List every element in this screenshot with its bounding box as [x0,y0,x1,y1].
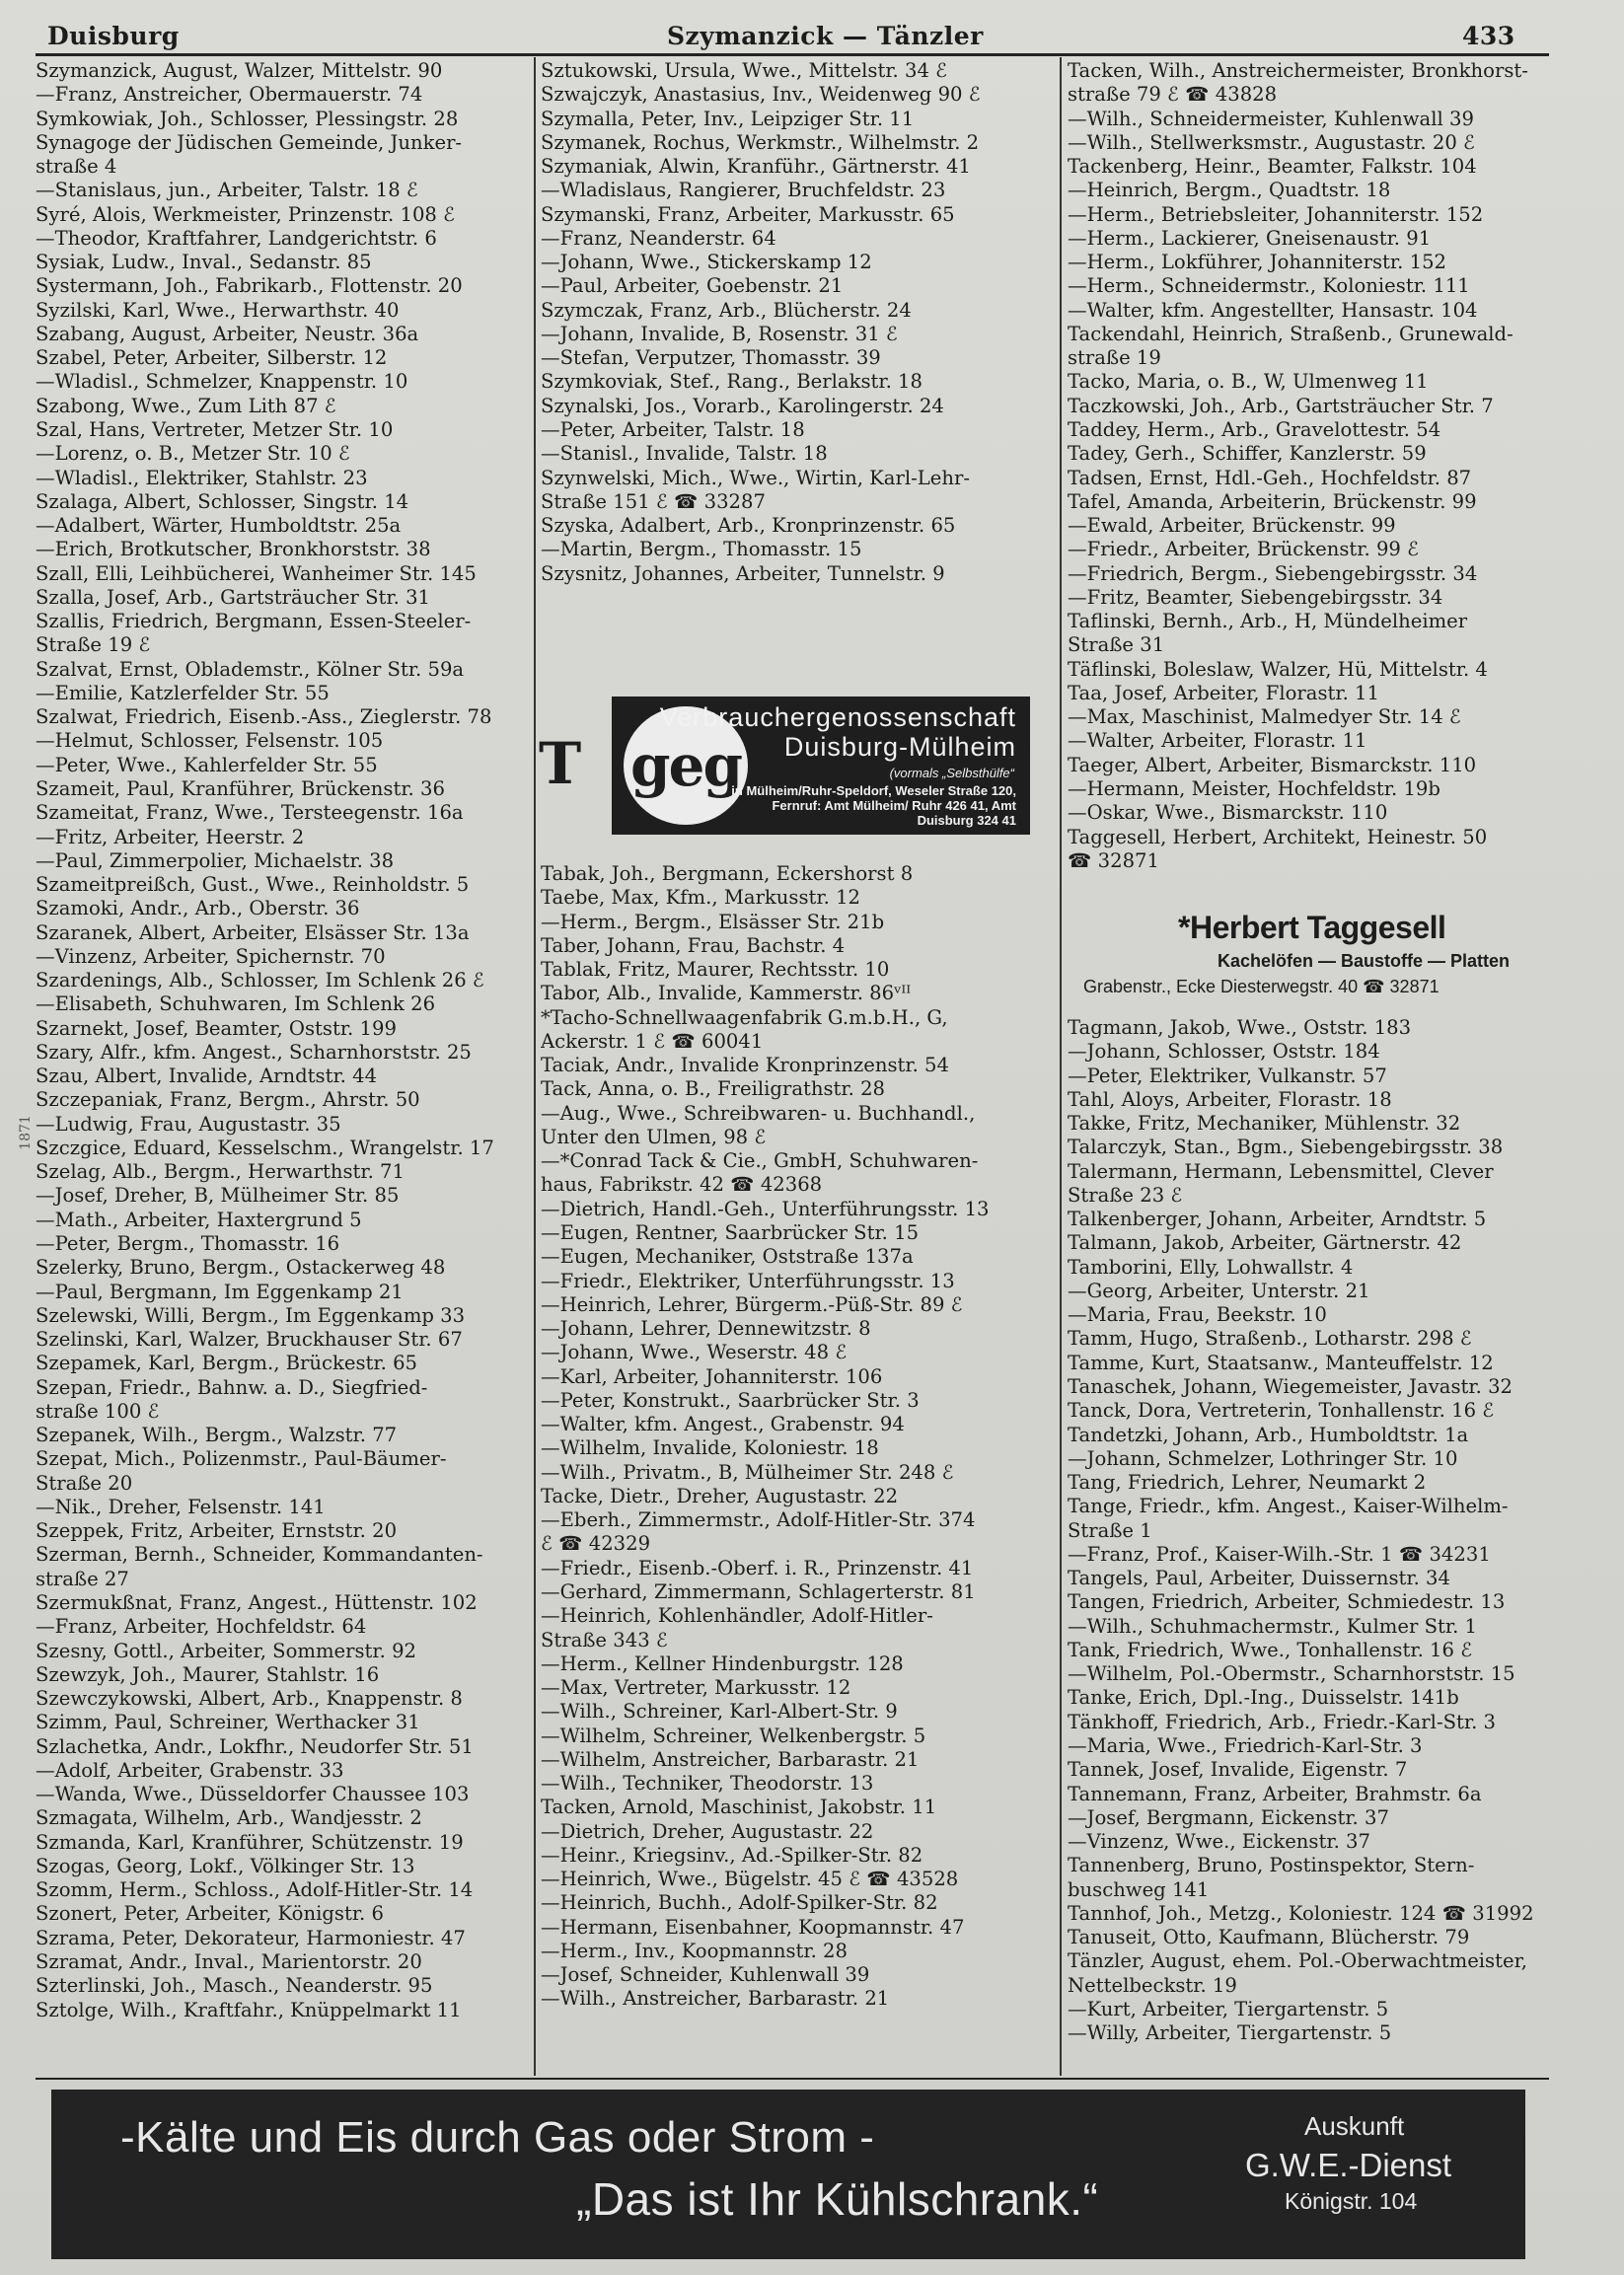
directory-entry: Tadsen, Ernst, Hdl.-Geh., Hochfeldstr. 87 [1068,466,1472,489]
directory-entry: —Fritz, Arbeiter, Heerstr. 2 [36,825,305,848]
banner-service-address: Königstr. 104 [1285,2188,1418,2214]
directory-entry: Tänkhoff, Friedrich, Arb., Friedr.-Karl-Str. 3 [1068,1710,1496,1733]
directory-entry: Tafel, Amanda, Arbeiterin, Brückenstr. 99 [1068,489,1477,513]
directory-entry: ℰ ☎ 42329 [541,1532,651,1556]
directory-entry: Unter den Ulmen, 98 ℰ [541,1125,767,1148]
header-range: Szymanzick — Tänzler [667,22,984,50]
directory-entry: Tacken, Wilh., Anstreichermeister, Bronkhorst- [1068,59,1528,82]
directory-entry: —Josef, Schneider, Kuhlenwall 39 [541,1963,870,1987]
directory-entry: Szameit, Paul, Kranführer, Brückenstr. 36 [36,776,445,800]
directory-entry: Szewzyk, Joh., Maurer, Stahlstr. 16 [36,1662,380,1686]
directory-entry: —Peter, Arbeiter, Talstr. 18 [541,417,805,441]
directory-entry: —Aug., Wwe., Schreibwaren- u. Buchhandl., [541,1101,976,1125]
geg-logo: geg [624,706,748,825]
directory-entry: —Heinr., Kriegsinv., Ad.-Spilker-Str. 82 [541,1843,923,1867]
gas-advertisement-banner [51,2090,1525,2259]
directory-entry: —Dietrich, Dreher, Augustastr. 22 [541,1819,874,1843]
directory-entry: Taggesell, Herbert, Architekt, Heinestr. 50 [1068,825,1488,848]
directory-entry: Tablak, Fritz, Maurer, Rechtsstr. 10 [541,958,890,982]
directory-entry: Sysiak, Ludw., Inval., Sedanstr. 85 [36,251,372,274]
directory-entry: Szepanek, Wilh., Bergm., Walzstr. 77 [36,1424,398,1447]
directory-entry: Taddey, Herm., Arb., Gravelottestr. 54 [1068,417,1441,441]
directory-entry: Szelag, Alb., Bergm., Herwarthstr. 71 [36,1160,405,1184]
directory-entry: —Eugen, Mechaniker, Oststraße 137a [541,1245,914,1269]
directory-entry: Tacke, Dietr., Dreher, Augustastr. 22 [541,1484,899,1507]
directory-entry: Talarczyk, Stan., Bgm., Siebengebirgsstr. 38 [1068,1136,1504,1159]
directory-entry: —Peter, Bergm., Thomasstr. 16 [36,1232,340,1256]
directory-entry: Straße 151 ℰ ☎ 33287 [541,489,766,513]
directory-entry: Szaranek, Albert, Arbeiter, Elsässer Str. 13a [36,920,470,944]
directory-entry: —Peter, Wwe., Kahlerfelder Str. 55 [36,753,378,776]
directory-entry: —Heinrich, Bergm., Quadtstr. 18 [1068,179,1391,202]
directory-entry: Szrama, Peter, Dekorateur, Harmoniestr. 47 [36,1926,466,1949]
directory-entry: —Friedr., Eisenb.-Oberf. i. R., Prinzenstr. 41 [541,1556,974,1579]
directory-entry: —Heinrich, Kohlenhändler, Adolf-Hitler- [541,1604,933,1628]
directory-entry: Szameitpreißch, Gust., Wwe., Reinholdstr. 5 [36,873,470,897]
directory-entry: —Wladisl., Elektriker, Stahlstr. 23 [36,466,368,489]
directory-entry: —Heinrich, Lehrer, Bürgerm.-Püß-Str. 89 ℰ [541,1292,963,1316]
column-3-bottom [1068,1016,1551,2045]
directory-entry: Szalla, Josef, Arb., Gartsträucher Str. 31 [36,585,431,609]
directory-entry: Szysnitz, Johannes, Arbeiter, Tunnelstr. 9 [541,561,945,585]
directory-entry: buschweg 141 [1068,1877,1210,1901]
directory-entry: Szynwelski, Mich., Wwe., Wirtin, Karl-Lehr- [541,466,970,489]
directory-entry: straße 100 ℰ [36,1399,160,1423]
directory-entry: Straße 19 ℰ [36,633,151,657]
directory-entry: Szamoki, Andr., Arb., Oberstr. 36 [36,897,360,920]
directory-entry: —Josef, Dreher, B, Mülheimer Str. 85 [36,1184,400,1208]
directory-entry: Szmanda, Karl, Kranführer, Schützenstr. 19 [36,1830,464,1854]
banner-service-name: G.W.E.-Dienst [1245,2147,1452,2183]
directory-entry: Szepan, Friedr., Bahnw. a. D., Siegfried- [36,1375,428,1399]
directory-entry: Tannemann, Franz, Arbeiter, Brahmstr. 6a [1068,1782,1482,1805]
taggesell-address: Grabenstr., Ecke Diesterwegstr. 40 ☎ 32871 [1083,977,1439,996]
directory-entry: Szewczykowski, Albert, Arb., Knappenstr. 8 [36,1687,463,1711]
banner-line-1: -Kälte und Eis durch Gas oder Strom - [120,2113,875,2162]
directory-entry: —Wilh., Stellwerksmstr., Augustastr. 20 ℰ [1068,130,1475,154]
directory-entry: Tandetzki, Johann, Arb., Humboldtstr. 1a [1068,1423,1469,1446]
directory-entry: —Martin, Bergm., Thomasstr. 15 [541,538,862,561]
header-city: Duisburg [47,22,180,50]
column-1 [36,59,529,2074]
coop-city: Duisburg-Mülheim [783,732,1016,762]
directory-entry: —Eugen, Rentner, Saarbrücker Str. 15 [541,1220,920,1244]
directory-entry: Szymkoviak, Stef., Rang., Berlakstr. 18 [541,370,923,394]
directory-entry: Tamm, Hugo, Straßenb., Lotharstr. 298 ℰ [1068,1327,1472,1351]
directory-entry: —Franz, Neanderstr. 64 [541,226,776,250]
directory-entry: —Franz, Prof., Kaiser-Wilh.-Str. 1 ☎ 34231 [1068,1542,1491,1566]
coop-address: in Mülheim/Ruhr-Speldorf, Weseler Straße 120, Fernruf: Amt Mülheim/ Ruhr 426 41, Amt Duisburg 324 41 [731,783,1016,828]
directory-entry: —Wilh., Techniker, Theodorstr. 13 [541,1772,874,1796]
directory-entry: Nettelbeckstr. 19 [1068,1973,1237,1997]
directory-entry: —Ewald, Arbeiter, Brückenstr. 99 [1068,514,1396,538]
directory-entry: —Johann, Lehrer, Dennewitzstr. 8 [541,1317,871,1341]
directory-entry: —Johann, Schlosser, Oststr. 184 [1068,1040,1380,1064]
directory-entry: Tänzler, August, ehem. Pol.-Oberwachtmeister, [1068,1949,1528,1973]
directory-entry: Szczepaniak, Franz, Bergm., Ahrstr. 50 [36,1088,420,1112]
directory-entry: Taebe, Max, Kfm., Markusstr. 12 [541,886,861,910]
directory-entry: Szepat, Mich., Polizenmstr., Paul-Bäumer- [36,1447,447,1471]
column-3 [1068,59,1551,2074]
directory-entry: Szymalla, Peter, Inv., Leipziger Str. 11 [541,107,915,130]
directory-entry: —Vinzenz, Wwe., Eickenstr. 37 [1068,1830,1370,1854]
taggesell-name: *Herbert Taggesell [1178,910,1446,945]
directory-entry: —Fritz, Beamter, Siebengebirgsstr. 34 [1068,585,1443,609]
directory-entry: Tanuseit, Otto, Kaufmann, Blücherstr. 79 [1068,1926,1470,1949]
directory-entry: —Herm., Betriebsleiter, Johanniterstr. 152 [1068,202,1484,226]
directory-entry: haus, Fabrikstr. 42 ☎ 42368 [541,1173,823,1197]
directory-entry: Tange, Friedr., kfm. Angest., Kaiser-Wilhelm- [1068,1495,1509,1518]
directory-entry: Straße 31 [1068,633,1165,657]
footer-rule [36,2078,1549,2080]
directory-entry: —Elisabeth, Schuhwaren, Im Schlenk 26 [36,992,436,1016]
directory-entry: —Walter, Arbeiter, Florastr. 11 [1068,729,1367,753]
directory-entry: Szabang, August, Arbeiter, Neustr. 36a [36,322,419,345]
directory-entry: Tangen, Friedrich, Arbeiter, Schmiedestr. 13 [1068,1590,1506,1614]
coop-former: (vormals „Selbsthülfe“ [889,766,1014,780]
directory-entry: Szimm, Paul, Schreiner, Werthacker 31 [36,1711,420,1734]
directory-entry: Tanke, Erich, Dpl.-Ing., Duisselstr. 141b [1068,1686,1459,1710]
coop-advertisement [612,697,1030,835]
directory-entry: Tackenberg, Heinr., Beamter, Falkstr. 104 [1068,155,1477,179]
directory-entry: Szymanek, Rochus, Werkmstr., Wilhelmstr. 2 [541,130,980,154]
column-2-top [541,59,1056,586]
directory-entry: —Vinzenz, Arbeiter, Spichernstr. 70 [36,944,386,968]
taggesell-advertisement [1071,900,1555,1018]
directory-entry: —Wladisl., Schmelzer, Knappenstr. 10 [36,370,408,394]
directory-entry: Sztukowski, Ursula, Wwe., Mittelstr. 34 ℰ [541,59,948,82]
directory-entry: Talkenberger, Johann, Arbeiter, Arndtstr. 5 [1068,1208,1487,1231]
directory-entry: —Maria, Frau, Beekstr. 10 [1068,1303,1327,1327]
header-rule [36,53,1549,56]
directory-entry: —Hermann, Eisenbahner, Koopmannstr. 47 [541,1915,965,1939]
directory-entry: Taber, Johann, Frau, Bachstr. 4 [541,933,846,957]
directory-entry: Szymczak, Franz, Arb., Blücherstr. 24 [541,298,912,322]
directory-entry: —Friedr., Arbeiter, Brückenstr. 99 ℰ [1068,538,1419,561]
directory-entry: Szterlinski, Joh., Masch., Neanderstr. 95 [36,1974,433,1998]
directory-entry: —Stefan, Verputzer, Thomasstr. 39 [541,346,881,370]
directory-entry: —Wilh., Anstreicher, Barbarastr. 21 [541,1987,890,2011]
directory-entry: —Franz, Anstreicher, Obermauerstr. 74 [36,83,423,107]
directory-entry: *Tacho-Schnellwaagenfabrik G.m.b.H., G, [541,1005,948,1029]
directory-entry: ☎ 32871 [1068,848,1159,872]
directory-entry: —Heinrich, Wwe., Bügelstr. 45 ℰ ☎ 43528 [541,1868,959,1891]
directory-entry: Szallis, Friedrich, Bergmann, Essen-Steeler- [36,610,472,633]
directory-entry: Szalaga, Albert, Schlosser, Singstr. 14 [36,489,409,513]
section-letter: T [539,730,582,797]
directory-entry: —Josef, Bergmann, Eickenstr. 37 [1068,1805,1389,1829]
directory-entry: Tangels, Paul, Arbeiter, Duissernstr. 34 [1068,1567,1450,1590]
directory-entry: Szerman, Bernh., Schneider, Kommandanten- [36,1543,483,1567]
directory-entry: Szmagata, Wilhelm, Arb., Wandjesstr. 2 [36,1806,422,1830]
directory-entry: Tacken, Arnold, Maschinist, Jakobstr. 11 [541,1796,937,1819]
directory-entry: —Wanda, Wwe., Düsseldorfer Chaussee 103 [36,1783,470,1806]
directory-entry: Szabong, Wwe., Zum Lith 87 ℰ [36,394,336,417]
directory-entry: —Dietrich, Handl.-Geh., Unterführungsstr. 13 [541,1197,990,1220]
column-3-top [1068,59,1551,873]
directory-entry: —Herm., Lokführer, Johanniterstr. 152 [1068,251,1446,274]
directory-entry: —Emilie, Katzlerfelder Str. 55 [36,681,330,704]
directory-entry: —Wilh., Schneidermeister, Kuhlenwall 39 [1068,107,1474,130]
directory-entry: —Georg, Arbeiter, Unterstr. 21 [1068,1279,1370,1302]
directory-entry: —Herm., Schneidermstr., Koloniestr. 111 [1068,274,1470,298]
directory-entry: —Ludwig, Frau, Augustastr. 35 [36,1112,341,1136]
directory-entry: Taczkowski, Joh., Arb., Gartsträucher Str. 7 [1068,394,1494,417]
directory-entry: Szabel, Peter, Arbeiter, Silberstr. 12 [36,346,388,370]
directory-entry: Tadey, Gerh., Schiffer, Kanzlerstr. 59 [1068,442,1427,466]
directory-entry: Talmann, Jakob, Arbeiter, Gärtnerstr. 42 [1068,1231,1462,1255]
directory-entry: Tamborini, Elly, Lohwallstr. 4 [1068,1255,1354,1279]
directory-entry: —Walter, kfm. Angestellter, Hansastr. 104 [1068,298,1478,322]
directory-entry: Szelewski, Willi, Bergm., Im Eggenkamp 33 [36,1303,466,1327]
directory-entry: —Hermann, Meister, Hochfeldstr. 19b [1068,776,1440,800]
directory-entry: Tahl, Aloys, Arbeiter, Florastr. 18 [1068,1087,1392,1111]
directory-entry: Takke, Fritz, Mechaniker, Mühlenstr. 32 [1068,1112,1461,1136]
directory-entry: —Karl, Arbeiter, Johanniterstr. 106 [541,1364,883,1388]
directory-entry: —Friedr., Elektriker, Unterführungsstr. 13 [541,1269,955,1292]
directory-entry: Synagoge der Jüdischen Gemeinde, Junker- [36,130,463,154]
directory-entry: Tackendahl, Heinrich, Straßenb., Grunewald- [1068,322,1513,345]
directory-entry: Szameitat, Franz, Wwe., Tersteegenstr. 16a [36,801,464,825]
directory-entry: —Johann, Wwe., Stickerskamp 12 [541,251,872,274]
directory-entry: Tank, Friedrich, Wwe., Tonhallenstr. 16 ℰ [1068,1638,1473,1661]
directory-entry: —Paul, Bergmann, Im Eggenkamp 21 [36,1280,404,1303]
banner-info-label: Auskunft [1304,2111,1405,2141]
directory-entry: —Max, Maschinist, Malmedyer Str. 14 ℰ [1068,705,1461,729]
directory-entry: Szogas, Georg, Lokf., Völkinger Str. 13 [36,1854,415,1877]
directory-entry: —Erich, Brotkutscher, Bronkhorststr. 38 [36,538,431,561]
directory-entry: —Johann, Wwe., Weserstr. 48 ℰ [541,1341,848,1364]
directory-entry: —Walter, kfm. Angest., Grabenstr. 94 [541,1413,905,1436]
directory-entry: Szymanzick, August, Walzer, Mittelstr. 90 [36,59,443,82]
directory-entry: —Paul, Arbeiter, Goebenstr. 21 [541,274,844,298]
directory-entry: —Wilhelm, Invalide, Koloniestr. 18 [541,1436,879,1460]
directory-entry: Szonert, Peter, Arbeiter, Königstr. 6 [36,1902,384,1926]
directory-entry: —Gerhard, Zimmermann, Schlagerterstr. 81 [541,1579,976,1603]
directory-entry: —Herm., Kellner Hindenburgstr. 128 [541,1651,904,1675]
directory-entry: —Heinrich, Buchh., Adolf-Spilker-Str. 82 [541,1891,938,1915]
directory-entry: Szeppek, Fritz, Arbeiter, Ernststr. 20 [36,1519,398,1543]
directory-entry: Szarnekt, Josef, Beamter, Oststr. 199 [36,1016,397,1040]
directory-entry: Szepamek, Karl, Bergm., Brückestr. 65 [36,1352,418,1375]
directory-entry: Szal, Hans, Vertreter, Metzer Str. 10 [36,417,394,441]
directory-entry: Szelinski, Karl, Walzer, Bruckhauser Str. 67 [36,1328,463,1352]
directory-entry: —Wilhelm, Schreiner, Welkenbergstr. 5 [541,1724,926,1747]
directory-entry: Szczgice, Eduard, Kesselschm., Wrangelstr. 17 [36,1136,494,1159]
directory-entry: —Lorenz, o. B., Metzer Str. 10 ℰ [36,442,350,466]
directory-entry: Szalvat, Ernst, Oblademstr., Kölner Str. 59a [36,657,465,681]
directory-entry: —Nik., Dreher, Felsenstr. 141 [36,1495,326,1518]
directory-entry: Symkowiak, Joh., Schlosser, Plessingstr. 28 [36,107,459,130]
directory-entry: Szynalski, Jos., Vorarb., Karolingerstr. 24 [541,394,944,417]
directory-entry: Tanck, Dora, Vertreterin, Tonhallenstr. 16 ℰ [1068,1399,1495,1423]
directory-entry: —Wilh., Privatm., B, Mülheimer Str. 248 ℰ [541,1460,954,1484]
directory-entry: Tanaschek, Johann, Wiegemeister, Javastr. 32 [1068,1374,1513,1398]
directory-entry: —Eberh., Zimmermstr., Adolf-Hitler-Str. 374 [541,1508,976,1532]
directory-entry: Straße 1 [1068,1518,1152,1542]
directory-entry: —Wilhelm, Anstreicher, Barbarastr. 21 [541,1747,920,1771]
directory-entry: —Wilhelm, Pol.-Obermstr., Scharnhorststr. 15 [1068,1662,1515,1686]
directory-entry: —Math., Arbeiter, Haxtergrund 5 [36,1208,362,1231]
directory-entry: Täflinski, Boleslaw, Walzer, Hü, Mittelstr. 4 [1068,657,1488,681]
taggesell-services: Kachelöfen — Baustoffe — Platten [1218,951,1511,971]
directory-entry: —Johann, Schmelzer, Lothringer Str. 10 [1068,1446,1458,1470]
directory-entry: —Franz, Arbeiter, Hochfeldstr. 64 [36,1615,367,1639]
directory-entry: straße 79 ℰ ☎ 43828 [1068,83,1278,107]
directory-entry: Szalwat, Friedrich, Eisenb.-Ass., Zieglerstr. 78 [36,705,492,729]
directory-entry: Szau, Albert, Invalide, Arndtstr. 44 [36,1064,378,1088]
directory-entry: —Stanislaus, jun., Arbeiter, Talstr. 18 ℰ [36,179,418,202]
directory-entry: Tannek, Josef, Invalide, Eigenstr. 7 [1068,1758,1408,1782]
directory-entry: Tabak, Joh., Bergmann, Eckershorst 8 [541,862,914,885]
directory-entry: Taeger, Albert, Arbeiter, Bismarckstr. 110 [1068,753,1477,776]
directory-entry: —*Conrad Tack & Cie., GmbH, Schuhwaren- [541,1149,979,1173]
directory-entry: —Peter, Konstrukt., Saarbrücker Str. 3 [541,1388,920,1412]
directory-entry: Ackerstr. 1 ℰ ☎ 60041 [541,1029,764,1053]
directory-entry: Szramat, Andr., Inval., Marientorstr. 20 [36,1949,422,1973]
directory-entry: Taflinski, Bernh., Arb., H, Mündelheimer [1068,610,1468,633]
directory-entry: Syzilski, Karl, Wwe., Herwarthstr. 40 [36,298,400,322]
directory-entry: —Maria, Wwe., Friedrich-Karl-Str. 3 [1068,1733,1423,1757]
coop-name: Verbrauchergenossenschaft [659,702,1016,732]
column-2-bottom [541,862,1056,2012]
column-2 [541,59,1056,2074]
directory-entry: straße 27 [36,1567,129,1590]
margin-note: 1871 [17,1115,34,1150]
directory-entry: straße 19 [1068,346,1161,370]
directory-entry: —Willy, Arbeiter, Tiergartenstr. 5 [1068,2021,1392,2045]
directory-entry: —Stanisl., Invalide, Talstr. 18 [541,442,828,466]
directory-entry: Szomm, Herm., Schloss., Adolf-Hitler-Str. 14 [36,1878,474,1902]
directory-entry: Tannenberg, Bruno, Postinspektor, Stern- [1068,1854,1475,1877]
directory-entry: Taa, Josef, Arbeiter, Florastr. 11 [1068,681,1379,704]
directory-entry: —Paul, Zimmerpolier, Michaelstr. 38 [36,848,395,872]
directory-entry: Straße 23 ℰ [1068,1183,1183,1207]
directory-entry: —Friedrich, Bergm., Siebengebirgsstr. 34 [1068,561,1478,585]
directory-entry: Tagmann, Jakob, Wwe., Oststr. 183 [1068,1016,1412,1039]
directory-entry: Talermann, Hermann, Lebensmittel, Clever [1068,1159,1494,1183]
directory-entry: Tannhof, Joh., Metzg., Koloniestr. 124 ☎ 31992 [1068,1901,1534,1925]
directory-entry: Szwajczyk, Anastasius, Inv., Weidenweg 90 ℰ [541,83,981,107]
directory-entry: Taciak, Andr., Invalide Kronprinzenstr. 54 [541,1054,949,1077]
directory-entry: —Wilh., Schreiner, Karl-Albert-Str. 9 [541,1700,898,1724]
directory-entry: —Wilh., Schuhmachermstr., Kulmer Str. 1 [1068,1614,1477,1638]
directory-entry: Szyska, Adalbert, Arb., Kronprinzenstr. 65 [541,514,956,538]
directory-entry: Szlachetka, Andr., Lokfhr., Neudorfer Str. 51 [36,1734,474,1758]
directory-entry: —Oskar, Wwe., Bismarckstr. 110 [1068,801,1388,825]
directory-entry: Szesny, Gottl., Arbeiter, Sommerstr. 92 [36,1639,417,1662]
directory-entry: —Peter, Elektriker, Vulkanstr. 57 [1068,1064,1387,1087]
directory-entry: —Herm., Lackierer, Gneisenaustr. 91 [1068,226,1432,250]
directory-entry: Tabor, Alb., Invalide, Kammerstr. 86ᵛᴵᴵ [541,982,912,1005]
directory-entry: Tacko, Maria, o. B., W, Ulmenweg 11 [1068,370,1429,394]
directory-entry: —Adolf, Arbeiter, Grabenstr. 33 [36,1758,344,1782]
directory-entry: Systermann, Joh., Fabrikarb., Flottenstr. 20 [36,274,463,298]
banner-line-2: „Das ist Ihr Kühlschrank.“ [576,2173,1099,2225]
directory-entry: Szymaniak, Alwin, Kranführ., Gärtnerstr. 41 [541,155,971,179]
directory-entry: —Max, Vertreter, Markusstr. 12 [541,1676,851,1700]
page-number: 433 [1462,22,1515,50]
directory-entry: Szall, Elli, Leihbücherei, Wanheimer Str. 145 [36,561,477,585]
directory-entry: Straße 20 [36,1471,133,1495]
directory-entry: —Wladislaus, Rangierer, Bruchfeldstr. 23 [541,179,946,202]
directory-entry: Szary, Alfr., kfm. Angest., Scharnhorststr. 25 [36,1040,472,1064]
directory-entry: Syré, Alois, Werkmeister, Prinzenstr. 108 ℰ [36,202,455,226]
directory-entry: Szelerky, Bruno, Bergm., Ostackerweg 48 [36,1256,446,1280]
directory-entry: —Helmut, Schlosser, Felsenstr. 105 [36,729,384,753]
directory-entry: Straße 343 ℰ [541,1628,668,1651]
directory-entry: straße 4 [36,155,117,179]
directory-entry: Szymanski, Franz, Arbeiter, Markusstr. 65 [541,202,955,226]
column-divider [534,57,536,2076]
directory-entry: Tack, Anna, o. B., Freiligrathstr. 28 [541,1077,886,1101]
directory-entry: —Kurt, Arbeiter, Tiergartenstr. 5 [1068,1997,1389,2020]
directory-entry: —Herm., Inv., Koopmannstr. 28 [541,1939,848,1962]
directory-entry: —Adalbert, Wärter, Humboldtstr. 25a [36,514,402,538]
column-divider [1060,57,1062,2076]
directory-entry: —Herm., Bergm., Elsässer Str. 21b [541,910,885,933]
directory-entry: Tamme, Kurt, Staatsanw., Manteuffelstr. 12 [1068,1351,1494,1374]
directory-entry: Tang, Friedrich, Lehrer, Neumarkt 2 [1068,1471,1427,1495]
directory-entry: —Theodor, Kraftfahrer, Landgerichtstr. 6 [36,226,437,250]
directory-entry: Szardenings, Alb., Schlosser, Im Schlenk 26 ℰ [36,969,484,992]
directory-entry: Szermukßnat, Franz, Angest., Hüttenstr. 102 [36,1591,478,1614]
directory-entry: —Johann, Invalide, B, Rosenstr. 31 ℰ [541,322,898,345]
directory-entry: Sztolge, Wilh., Kraftfahr., Knüppelmarkt 11 [36,1998,462,2021]
